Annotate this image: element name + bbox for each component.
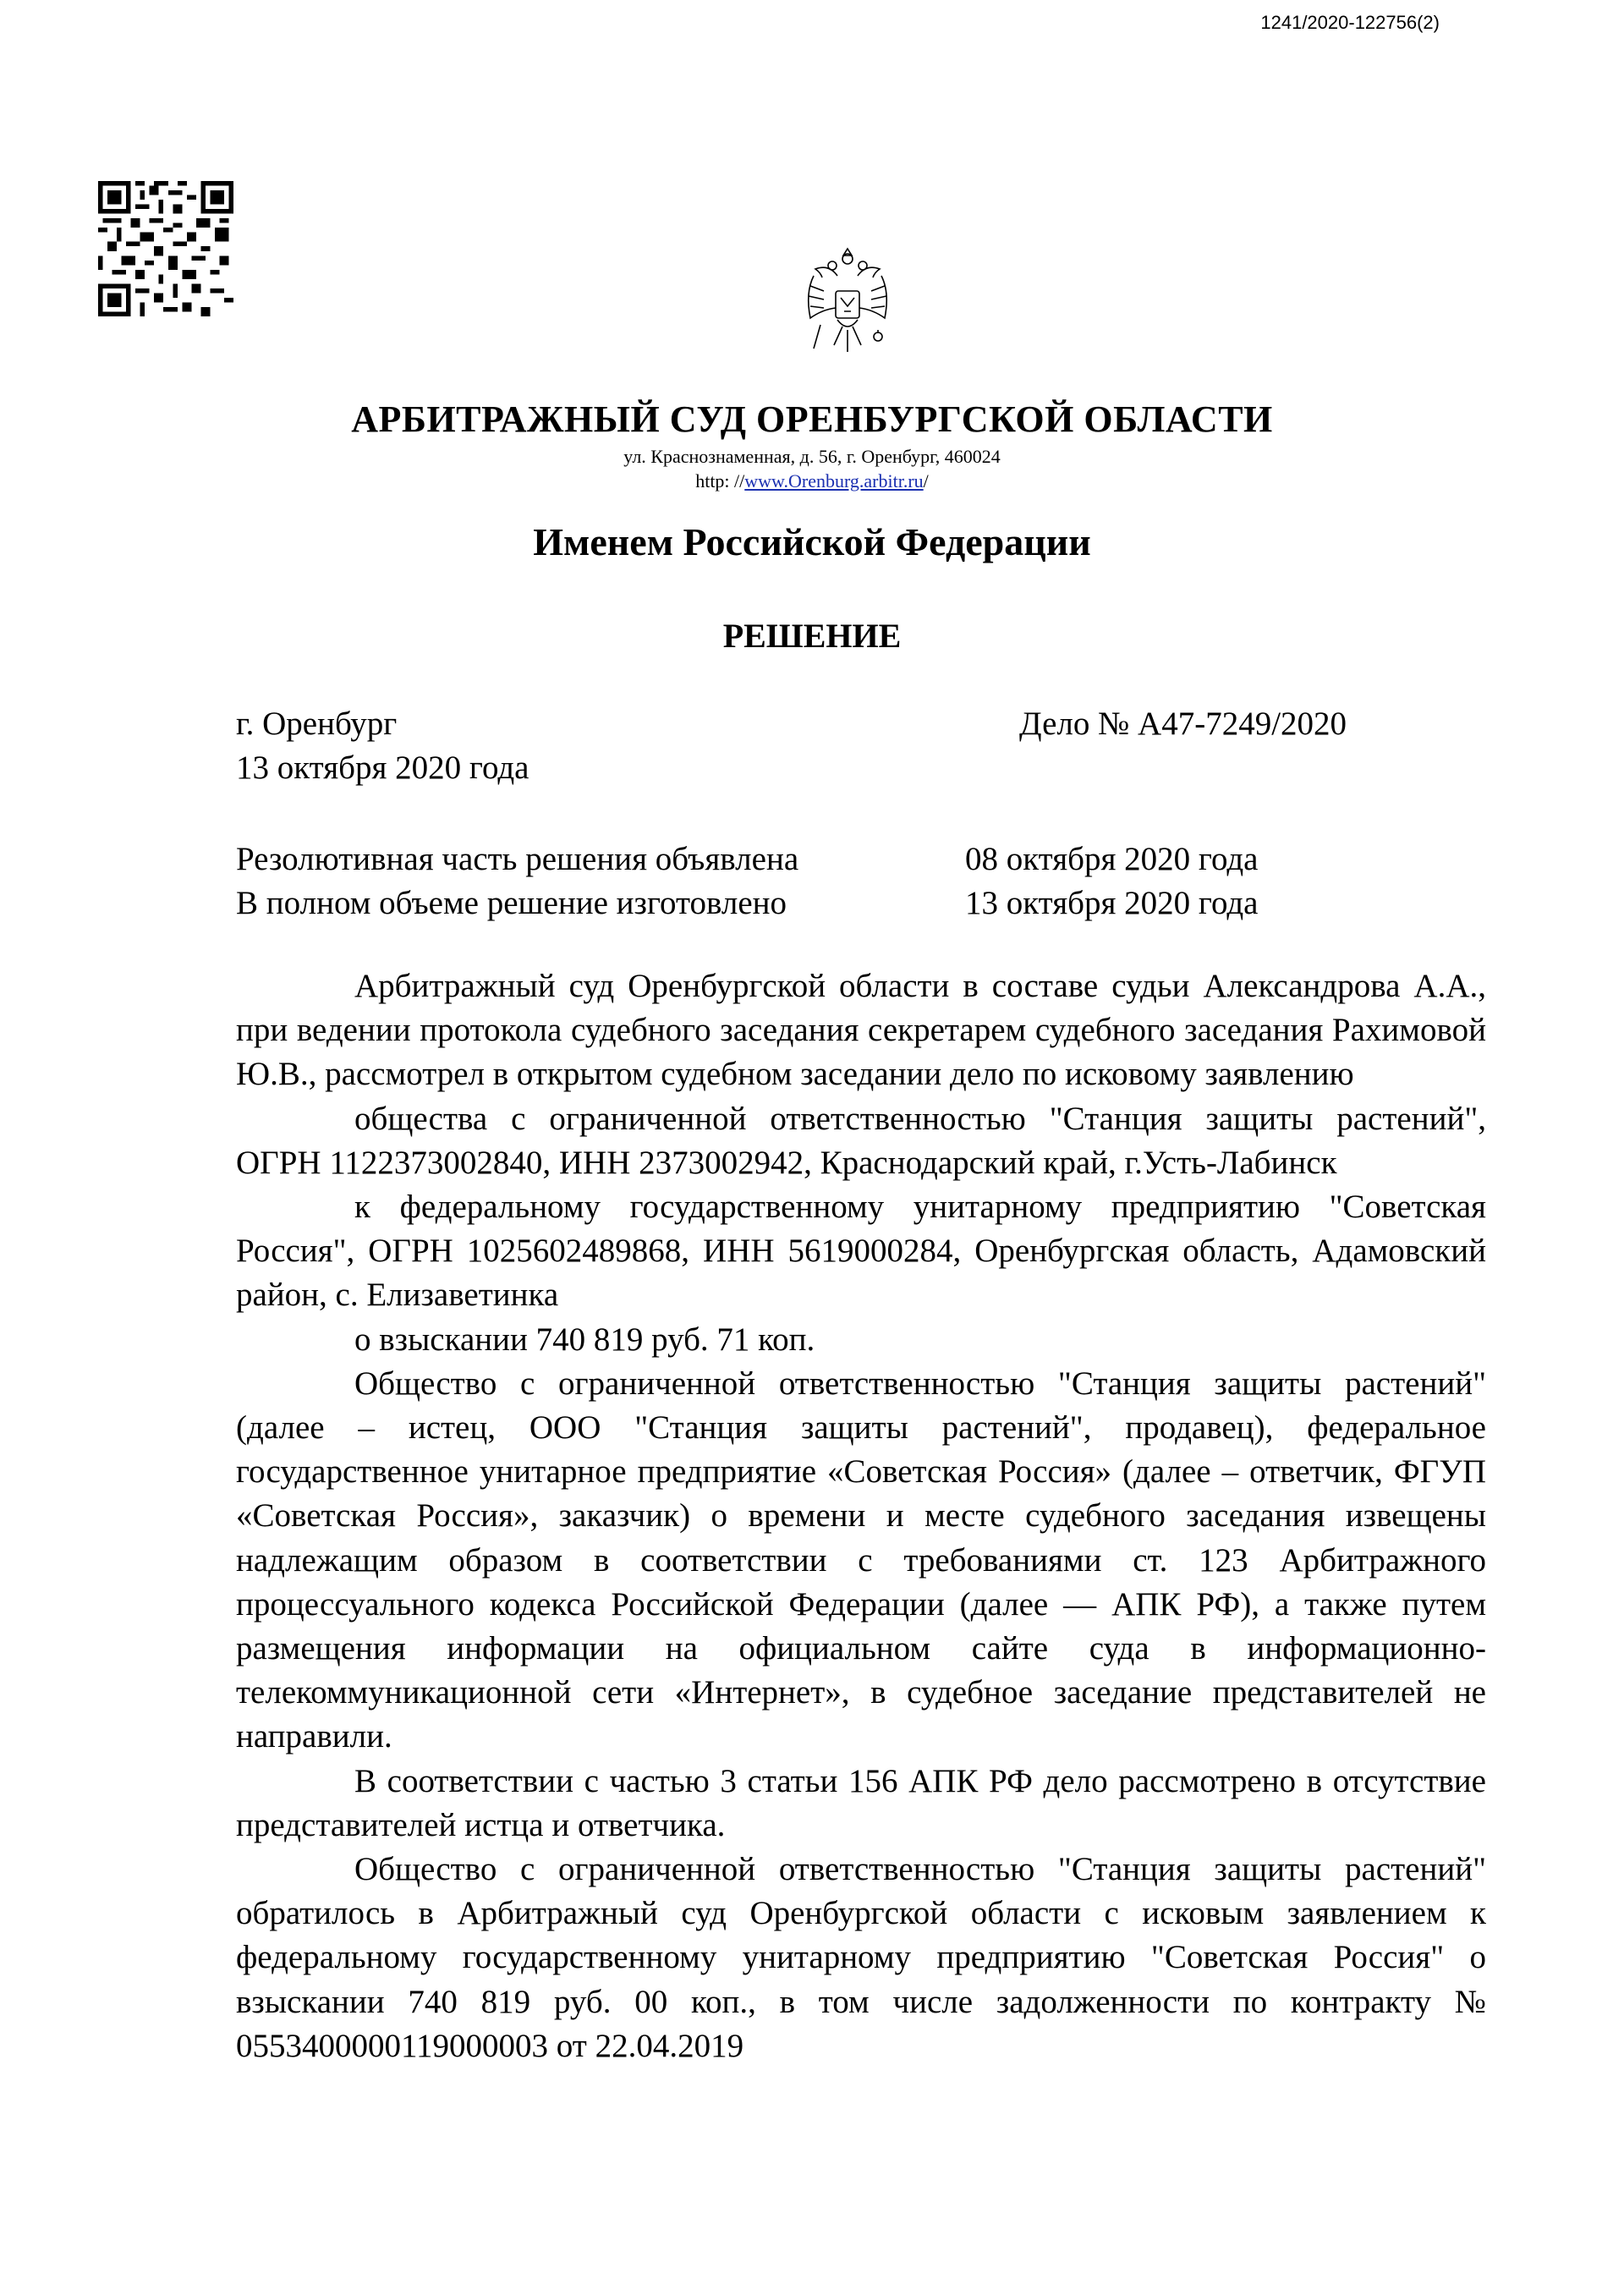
decision-date: 13 октября 2020 года: [236, 750, 529, 786]
court-website: [0, 470, 1624, 492]
paragraph-defendant: к федеральному государственному унитарному предприятию "Советская Россия", ОГРН 1025602489868, ИНН 5619000284, Оренбургская область, Адамовский район, с. Елизаветинка: [236, 1189, 1486, 1314]
resolution-announced-row: [236, 837, 1462, 881]
resolution-date: 08 октября 2020 года: [965, 841, 1259, 877]
resolution-label: Резолютивная часть решения объявлена: [236, 841, 799, 877]
paragraph-claim-filed: Общество с ограниченной ответственностью "Станция защиты растений" обратилось в Арбитражный суд Оренбургской области с исковым заявлением к федеральному государственному унитарному предприятию "Советская Россия" о взыскании 740 819 руб. 00 коп., в том числе задолженности по контракту № 0553400000119000003 от 22.04.2019: [236, 1851, 1486, 2064]
qr-code-icon: [98, 181, 233, 316]
case-number: Дело № А47-7249/2020: [1019, 706, 1347, 742]
paragraph-court-composition: Арбитражный суд Оренбургской области в составе судьи Александрова А.А., при ведении протокола судебного заседания секретарем судебного заседания Рахимовой Ю.В., рассмотрел в открытом судебном заседании дело по исковому заявлению: [236, 968, 1486, 1093]
document-reference-number: 1241/2020-122756(2): [1260, 12, 1440, 33]
court-name: АРБИТРАЖНЫЙ СУД ОРЕНБУРГСКОЙ ОБЛАСТИ: [351, 398, 1273, 440]
city: г. Оренбург: [236, 706, 398, 742]
paragraph-parties-notified: Общество с ограниченной ответственностью "Станция защиты растений" (далее – истец, ООО "Станция защиты растений", продавец), федеральное государственное унитарное предприятие «Советская Россия» (далее – ответчик, ФГУП «Советская Россия», заказчик) о времени и месте судебного заседания извещены надлежащим образом в соответствии с требованиями ст. 123 Арбитражного процессуального кодекса Российской Федерации (далее — АПК РФ), а также путем размещения информации на официальном сайте суда в информационно-телекоммуникационной сети «Интернет», в судебное заседание представителей не направили.: [236, 1365, 1486, 1755]
court-website-prefix: http: //: [695, 470, 745, 491]
paragraph-plaintiff: общества с ограниченной ответственностью "Станция защиты растений", ОГРН 1122373002840, ИНН 2373002942, Краснодарский край, г.Усть-Лабинск: [236, 1100, 1486, 1181]
decision-body: [236, 964, 1486, 2068]
paragraph-claim-amount: о взыскании 740 819 руб. 71 коп.: [354, 1321, 815, 1358]
coat-of-arms-icon: [797, 242, 898, 369]
court-address: ул. Краснознаменная, д. 56, г. Оренбург, 460024: [623, 446, 1001, 467]
full-decision-label: В полном объеме решение изготовлено: [236, 885, 787, 921]
paragraph-absence: В соответствии с частью 3 статьи 156 АПК РФ дело рассмотрено в отсутствие представителей истца и ответчика.: [236, 1762, 1486, 1843]
in-the-name-heading: Именем Российской Федерации: [533, 520, 1091, 563]
court-website-link[interactable]: www.Orenburg.arbitr.ru: [744, 470, 924, 491]
document-title: РЕШЕНИЕ: [722, 617, 902, 655]
full-decision-date: 13 октября 2020 года: [965, 885, 1259, 921]
court-website-suffix: /: [923, 470, 929, 491]
full-decision-row: [236, 881, 1462, 925]
